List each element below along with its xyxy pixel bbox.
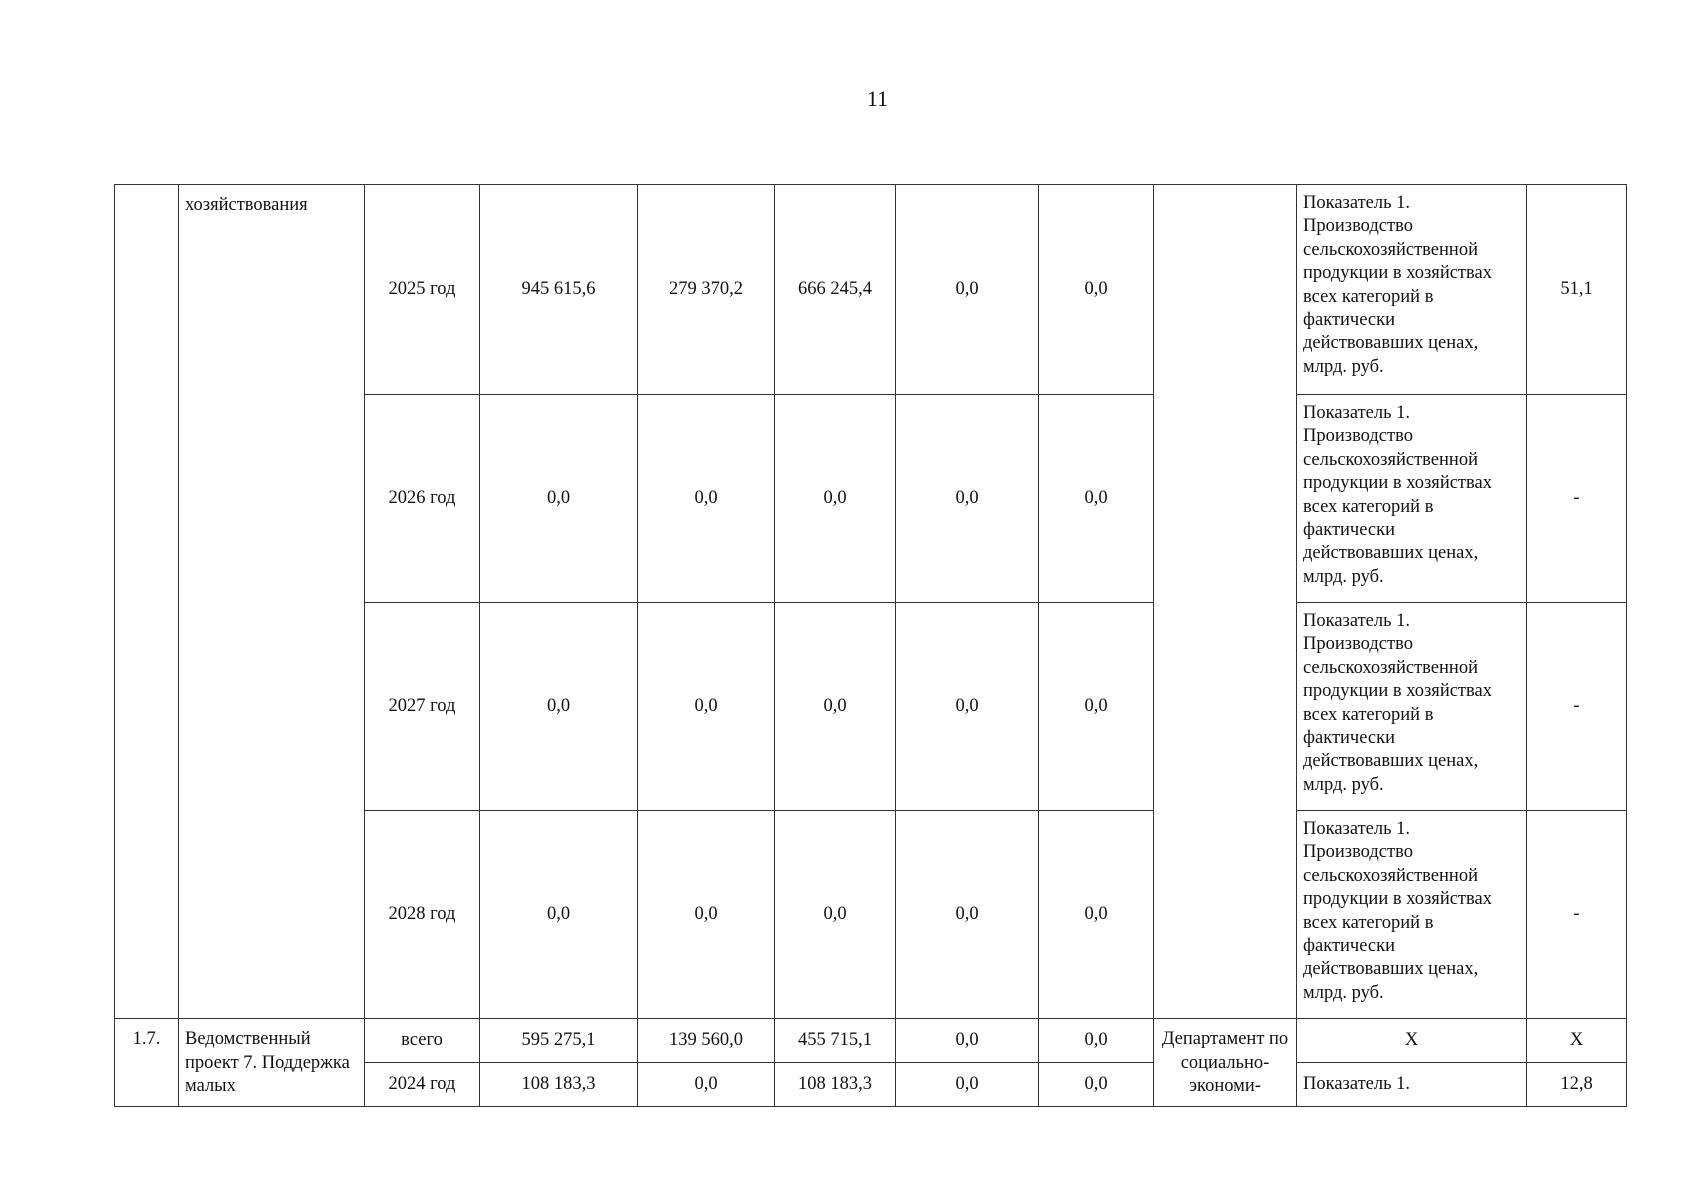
year-cell: 2024 год bbox=[365, 1063, 480, 1107]
indicator-cell: Показатель 1. Производство сельскохозяйственной продукции в хозяйствах всех категорий в фактически действовавших ценах, млрд. руб. bbox=[1297, 811, 1527, 1019]
total-cell: 0,0 bbox=[480, 603, 638, 811]
total-cell: 0,0 bbox=[480, 395, 638, 603]
funding-cell: 0,0 bbox=[775, 395, 896, 603]
funding-cell: 455 715,1 bbox=[775, 1019, 896, 1063]
funding-cell: 108 183,3 bbox=[775, 1063, 896, 1107]
indicator-value-cell: - bbox=[1527, 603, 1627, 811]
funding-cell: 0,0 bbox=[1039, 1019, 1154, 1063]
page-number: 11 bbox=[866, 86, 889, 111]
row-number-cell: 1.7. bbox=[115, 1019, 179, 1107]
funding-cell: 0,0 bbox=[896, 811, 1039, 1019]
row-number-cell bbox=[115, 185, 179, 1019]
funding-cell: 0,0 bbox=[1039, 395, 1154, 603]
event-name-cell: Ведомственный проект 7. Поддержка малых bbox=[179, 1019, 365, 1107]
funding-cell: 0,0 bbox=[1039, 811, 1154, 1019]
year-cell: всего bbox=[365, 1019, 480, 1063]
total-cell: 108 183,3 bbox=[480, 1063, 638, 1107]
total-cell: 0,0 bbox=[480, 811, 638, 1019]
indicator-cell: Показатель 1. Производство сельскохозяйственной продукции в хозяйствах всех категорий в фактически действовавших ценах, млрд. руб. bbox=[1297, 395, 1527, 603]
indicator-cell: Показатель 1. Производство сельскохозяйственной продукции в хозяйствах всех категорий в фактически действовавших ценах, млрд. руб. bbox=[1297, 185, 1527, 395]
executor-cell bbox=[1154, 185, 1297, 1019]
indicator-cell: Показатель 1. Производство сельскохозяйственной продукции в хозяйствах всех категорий в фактически действовавших ценах, млрд. руб. bbox=[1297, 603, 1527, 811]
indicator-value-cell: X bbox=[1527, 1019, 1627, 1063]
funding-cell: 0,0 bbox=[638, 811, 775, 1019]
table-row bbox=[115, 185, 1627, 395]
funding-cell: 0,0 bbox=[638, 1063, 775, 1107]
indicator-value-cell: - bbox=[1527, 811, 1627, 1019]
year-cell: 2025 год bbox=[365, 185, 480, 395]
executor-cell: Департамент по социально-экономи- bbox=[1154, 1019, 1297, 1107]
funding-cell: 0,0 bbox=[896, 1063, 1039, 1107]
indicator-value-cell: 51,1 bbox=[1527, 185, 1627, 395]
funding-cell: 139 560,0 bbox=[638, 1019, 775, 1063]
funding-cell: 0,0 bbox=[775, 811, 896, 1019]
funding-cell: 0,0 bbox=[896, 395, 1039, 603]
program-table bbox=[114, 184, 1627, 1107]
event-name-cell: хозяйствования bbox=[179, 185, 365, 1019]
funding-cell: 0,0 bbox=[896, 185, 1039, 395]
indicator-value-cell: 12,8 bbox=[1527, 1063, 1627, 1107]
indicator-cell: Показатель 1. bbox=[1297, 1063, 1527, 1107]
funding-cell: 0,0 bbox=[638, 603, 775, 811]
funding-cell: 0,0 bbox=[638, 395, 775, 603]
funding-cell: 0,0 bbox=[896, 603, 1039, 811]
table-row bbox=[115, 1019, 1627, 1063]
funding-cell: 0,0 bbox=[1039, 185, 1154, 395]
funding-cell: 0,0 bbox=[775, 603, 896, 811]
funding-cell: 0,0 bbox=[1039, 603, 1154, 811]
indicator-cell: X bbox=[1297, 1019, 1527, 1063]
total-cell: 595 275,1 bbox=[480, 1019, 638, 1063]
indicator-value-cell: - bbox=[1527, 395, 1627, 603]
year-cell: 2028 год bbox=[365, 811, 480, 1019]
funding-cell: 279 370,2 bbox=[638, 185, 775, 395]
year-cell: 2027 год bbox=[365, 603, 480, 811]
funding-cell: 666 245,4 bbox=[775, 185, 896, 395]
funding-cell: 0,0 bbox=[896, 1019, 1039, 1063]
year-cell: 2026 год bbox=[365, 395, 480, 603]
total-cell: 945 615,6 bbox=[480, 185, 638, 395]
funding-cell: 0,0 bbox=[1039, 1063, 1154, 1107]
